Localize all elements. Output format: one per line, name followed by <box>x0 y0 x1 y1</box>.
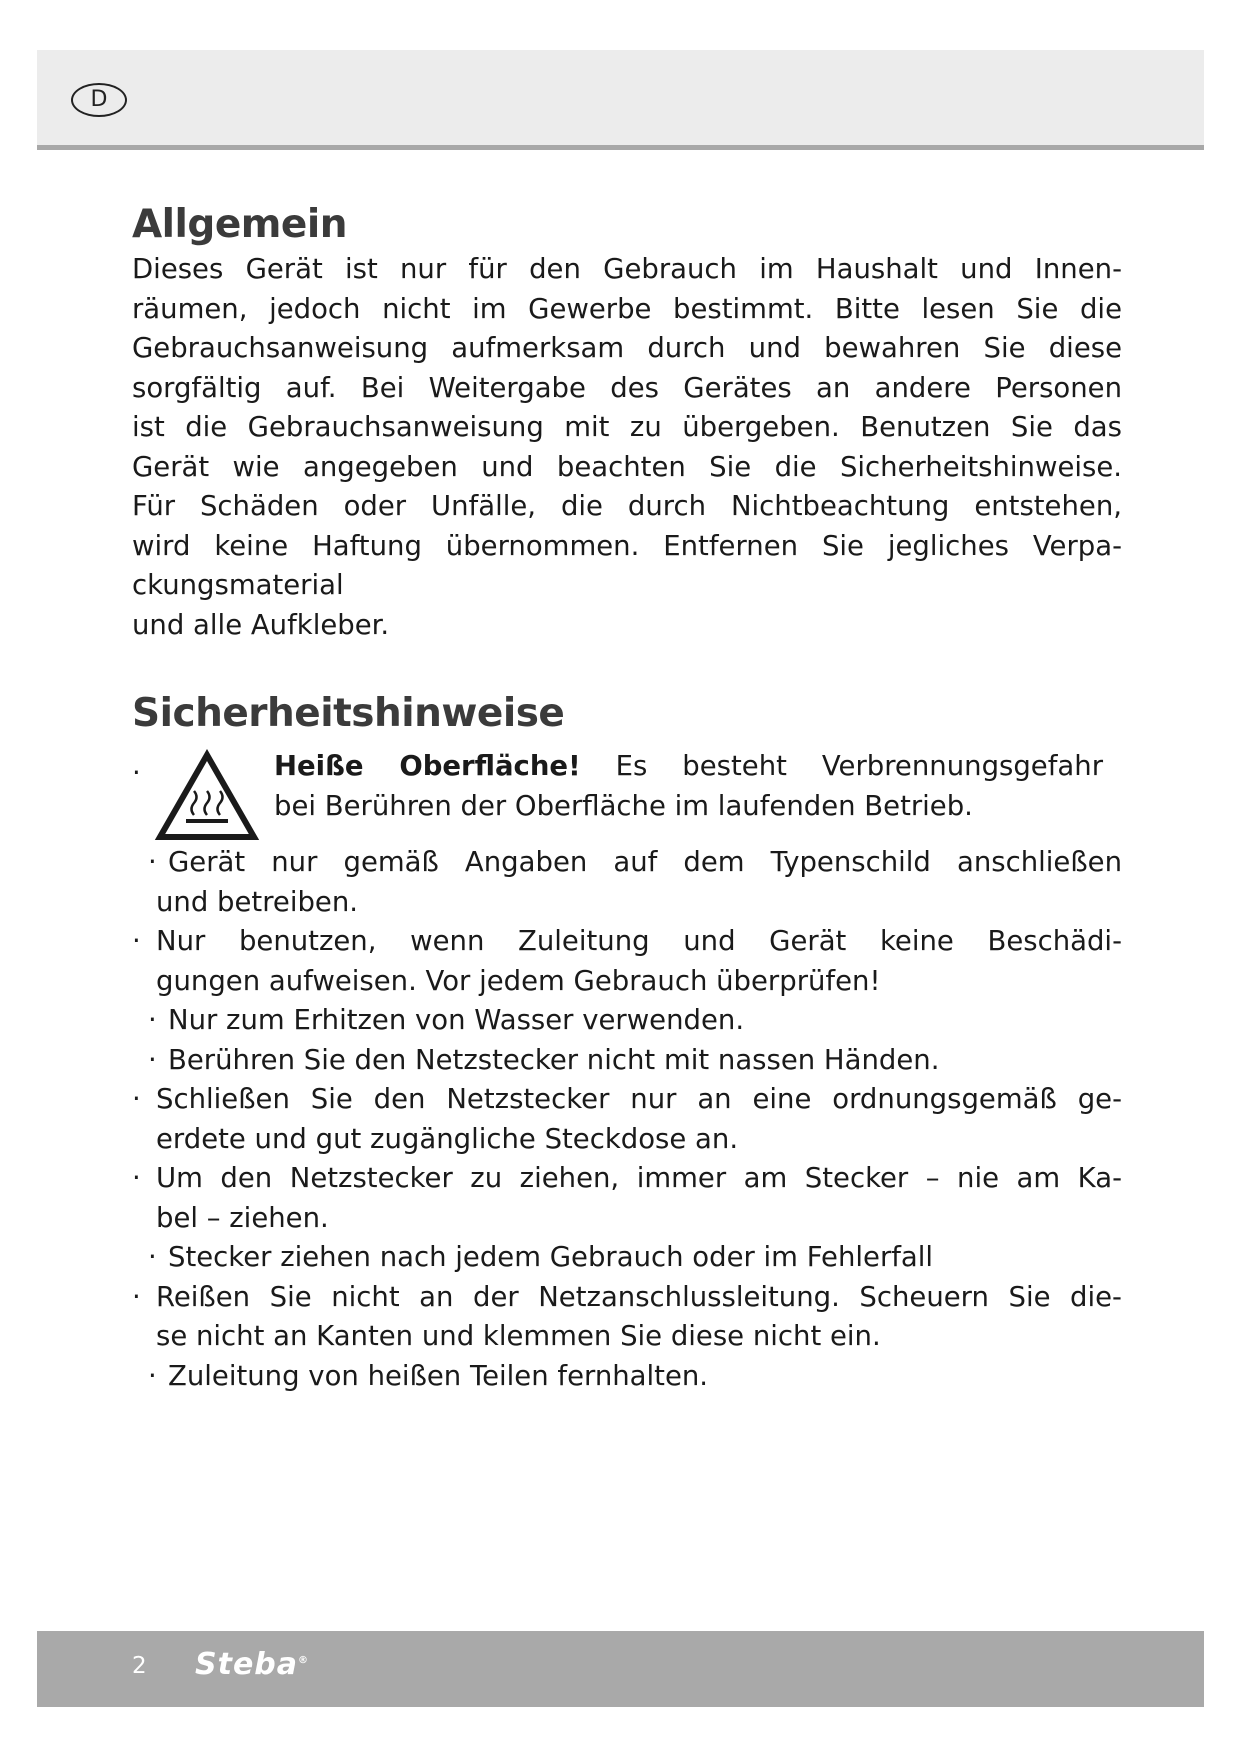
bullet-dot: · <box>148 1241 157 1273</box>
text-line: se nicht an Kanten und klemmen Sie diese nicht ein. <box>156 1320 881 1352</box>
bullet-dot: · <box>132 1083 141 1115</box>
brand-logo <box>195 1647 309 1682</box>
registered-mark: ® <box>298 1655 310 1666</box>
text-line: Für Schäden oder Unfälle, die durch Nichtbeachtung entstehen, <box>132 490 1122 522</box>
list-item <box>132 1080 1122 1159</box>
text-line: Stecker ziehen nach jedem Gebrauch oder im Fehlerfall <box>168 1241 934 1273</box>
text-line: erdete und gut zugängliche Steckdose an. <box>156 1122 739 1155</box>
page-content <box>132 200 1122 1396</box>
text-line: Berühren Sie den Netzstecker nicht mit nassen Händen. <box>168 1043 940 1076</box>
text-line: gungen aufweisen. Vor jedem Gebrauch überprüfen! <box>156 964 881 997</box>
list-item <box>132 843 1122 922</box>
text-line: Schließen Sie den Netzstecker nur an eine ordnungsgemäß ge- <box>156 1083 1122 1115</box>
list-item <box>132 1159 1122 1238</box>
text-line: bel – ziehen. <box>156 1201 329 1234</box>
list-item <box>132 1238 1122 1278</box>
text-line: und betreiben. <box>156 885 359 918</box>
text-line: ckungsmaterial <box>132 569 344 601</box>
bullet-dot: · <box>132 925 141 957</box>
safety-bullet-list <box>132 843 1122 1396</box>
text-line: Gebrauchsanweisung aufmerksam durch und bewahren Sie diese <box>132 332 1122 364</box>
list-item <box>132 1357 1122 1397</box>
text-line: Gerät nur gemäß Angaben auf dem Typenschild anschließen <box>168 846 1122 878</box>
brand-name: Steba <box>195 1647 299 1682</box>
language-badge: D <box>71 83 127 117</box>
bullet-dot: · <box>132 1162 141 1194</box>
hot-surface-warning-icon <box>154 749 260 845</box>
bullet-dot: · <box>148 1359 157 1392</box>
list-item <box>132 1001 1122 1041</box>
text-line: Gerät wie angegeben und beachten Sie die Sicherheitshinweise. <box>132 450 1122 483</box>
section-title-general: Allgemein <box>132 202 348 247</box>
bullet-dot: · <box>132 757 141 789</box>
text-line: Um den Netzstecker zu ziehen, immer am Stecker – nie am Ka- <box>156 1162 1122 1194</box>
list-item <box>132 1278 1122 1357</box>
bullet-dot: · <box>148 1043 157 1076</box>
warning-heading: Heiße Oberfläche! <box>274 750 581 782</box>
list-item <box>132 1041 1122 1081</box>
text-line: räumen, jedoch nicht im Gewerbe bestimmt. Bitte lesen Sie die <box>132 292 1122 325</box>
text-line: Dieses Gerät ist nur für den Gebrauch im Haushalt und Innen- <box>132 253 1122 285</box>
footer-band <box>37 1631 1204 1707</box>
warning-line-1 <box>274 747 1103 787</box>
warning-line-2: bei Berühren der Oberfläche im laufenden Betrieb. <box>274 789 973 822</box>
text-line: Nur zum Erhitzen von Wasser verwenden. <box>168 1004 745 1036</box>
text-line: und alle Aufkleber. <box>132 608 390 641</box>
warning-line-1-rest: Es besteht Verbrennungsgefahr <box>615 750 1103 782</box>
header-band <box>37 50 1204 150</box>
list-item <box>132 922 1122 1001</box>
text-line: sorgfältig auf. Bei Weitergabe des Gerätes an andere Personen <box>132 371 1122 404</box>
text-line: wird keine Haftung übernommen. Entfernen Sie jegliches Verpa- <box>132 529 1122 562</box>
text-line: Zuleitung von heißen Teilen fernhalten. <box>168 1359 709 1392</box>
text-line: ist die Gebrauchsanweisung mit zu übergeben. Benutzen Sie das <box>132 411 1122 443</box>
bullet-dot: · <box>148 1004 157 1036</box>
bullet-dot: · <box>132 1280 141 1313</box>
page-number: 2 <box>132 1653 147 1679</box>
text-line: Nur benutzen, wenn Zuleitung und Gerät keine Beschädi- <box>156 925 1122 957</box>
text-line: Reißen Sie nicht an der Netzanschlussleitung. Scheuern Sie die- <box>156 1280 1122 1313</box>
general-paragraph <box>132 250 1122 645</box>
warning-text <box>274 747 1103 826</box>
bullet-dot: · <box>148 846 157 878</box>
hot-surface-warning <box>132 747 1122 829</box>
section-title-safety: Sicherheitshinweise <box>132 691 565 736</box>
